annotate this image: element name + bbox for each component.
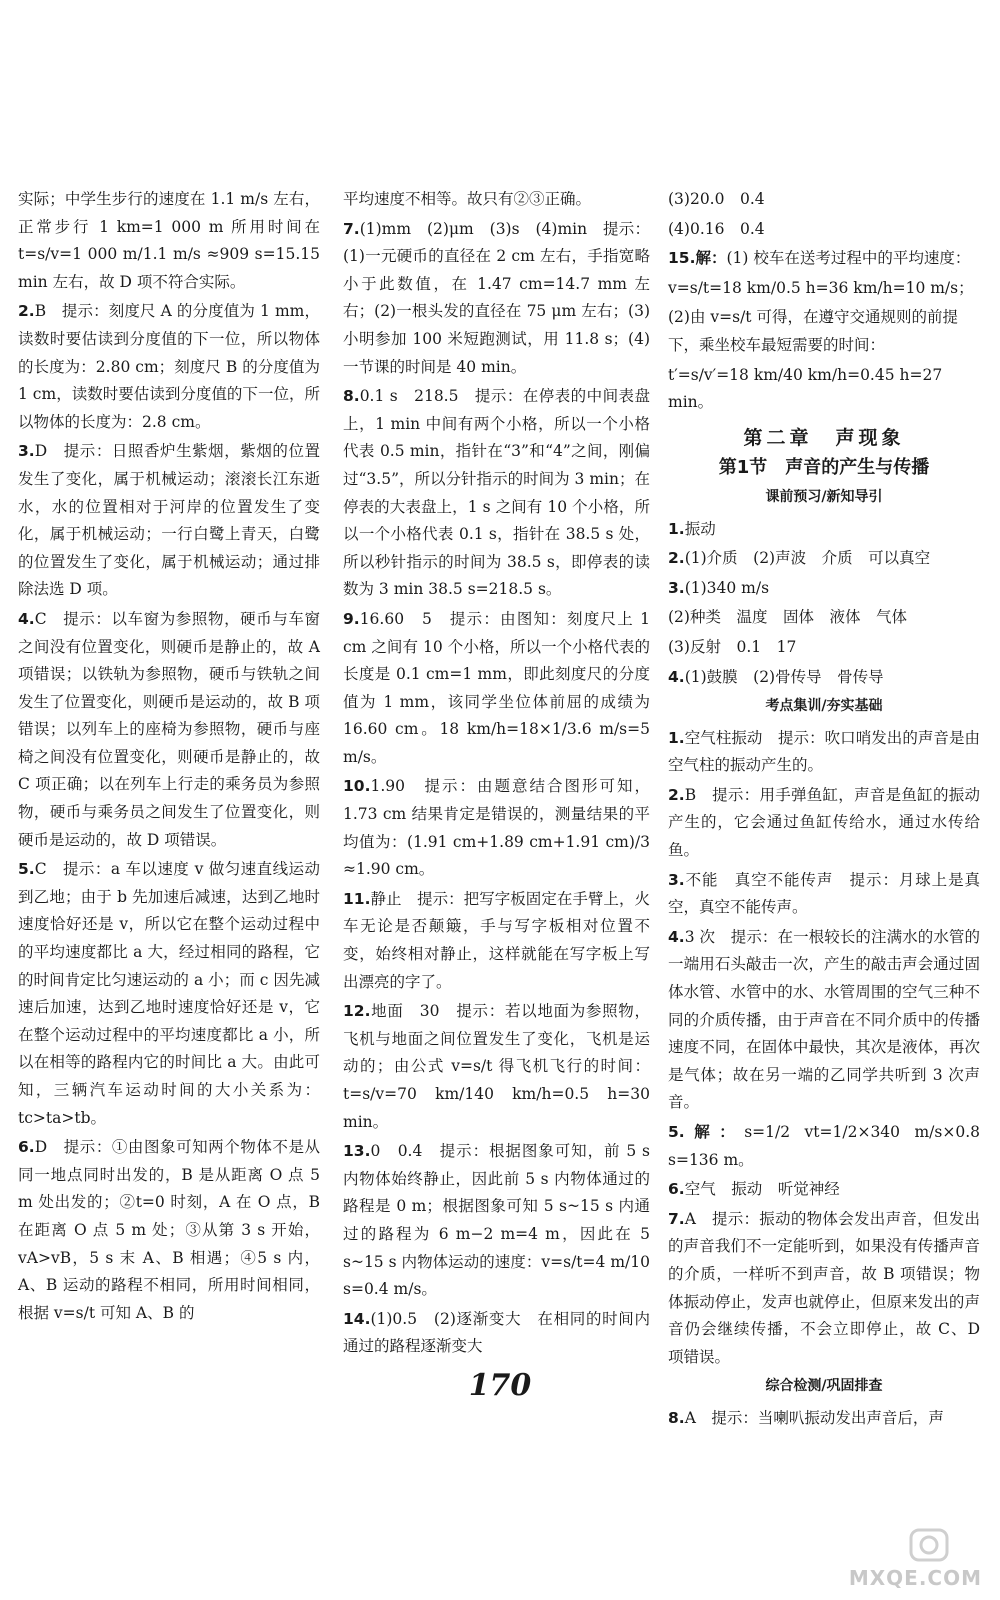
answer-line: (3)20.0 0.4: [668, 190, 765, 208]
answer-item: 9.16.60 5 提示：由图知：刻度尺上 1 cm 之间有 10 个小格，所以一个小格代表的长度是 0.1 cm=1 mm，即此刻度尺的分度值为 1 mm，该同学坐位体前屈的成绩为 16.60 cm。18 km/h=18×1/3.6 m/s=5 m/s。: [343, 609, 650, 766]
answer-item: 4.(1)鼓膜 (2)骨传导 骨传导: [668, 667, 884, 686]
answer-item: 6.空气 振动 听觉神经: [668, 1180, 840, 1199]
answer-item: 13.0 0.4 提示：根据图象可知，前 5 s 内物体始终静止，因此前 5 s 内物体通过的路程是 0 m；根据图象可知 5 s~15 s 内通过的路程为 6 m−2 m=4 m，因此在 5 s~15 s 内物体运动的速度：v=s/t=4 m/10 s=0.4 m/s。: [343, 1142, 650, 1299]
answer-item: 3.不能 真空不能传声 提示：月球上是真空，真空不能传声。: [668, 870, 980, 917]
answer-line: (4)0.16 0.4: [668, 219, 765, 238]
column-middle: [343, 186, 650, 1363]
answer-item: 2.(1)介质 (2)声波 介质 可以真空: [668, 549, 931, 568]
subsection-heading: 考点集训/夯实基础: [765, 698, 883, 715]
subsection-heading: 课前预习/新知导引: [765, 488, 883, 505]
answer-item: 实际；中学生步行的速度在 1.1 m/s 左右，正常步行 1 km=1 000 m 所用时间在 t=s/v=1 000 m/1.1 m/s ≈909 s=15.15 min 左右，故 D 项不符合实际。: [18, 190, 320, 291]
column-right: [668, 186, 980, 1435]
answer-item: 7.A 提示：振动的物体会发出声音，但发出的声音我们不一定能听到，如果没有传播声音的介质，一样听不到声音，故 B 项错误；物体振动停止，发声也就停止，但原来发出的声音仍会继续传播，不会立即停止，故 C、D 项错误。: [668, 1209, 980, 1366]
answer-item: 14.(1)0.5 (2)逐渐变大 在相同的时间内通过的路程逐渐变大: [343, 1309, 650, 1356]
section-title: 第1节 声音的产生与传播: [718, 457, 930, 479]
watermark-icon: [816, 1526, 986, 1566]
answer-item: 2.B 提示：用手弹鱼缸，声音是鱼缸的振动产生的，它会通过鱼缸传给水，通过水传给鱼。: [668, 785, 980, 860]
page-number: 170: [468, 1368, 532, 1403]
answer-item: 1.振动: [668, 519, 716, 538]
chapter-title: 第二章 声现象: [743, 426, 905, 449]
answer-item: 平均速度不相等。故只有②③正确。: [343, 190, 592, 208]
subsection-heading: 综合检测/巩固排查: [765, 1378, 883, 1395]
answer-item: 1.空气柱振动 提示：吹口哨发出的声音是由空气柱的振动产生的。: [668, 728, 980, 775]
answer-item: 4.3 次 提示：在一根较长的注满水的水管的一端用石头敲击一次，产生的敲击声会通过固体水管、水管中的水、水管周围的空气三种不同的介质传播，由于声音在不同介质中的传播速度不同，在固体中最快，其次是液体，再次是气体；故在另一端的乙同学共听到 3 次声音。: [668, 927, 980, 1112]
answer-item: 6.D 提示：①由图象可知两个物体不是从同一地点同时出发的，B 是从距离 O 点 5 m 处出发的；②t=0 时刻，A 在 O 点，B 在距离 O 点 5 m 处；③从第 3 s 开始，vA>vB，5 s 末 A、B 相遇；④5 s 内，A、B 运动的路程不相同，所用时间相同，根据 v=s/t 可知 A、B 的: [18, 1138, 320, 1322]
answer-item: 15.解：(1) 校车在送考过程中的平均速度：: [668, 249, 971, 268]
answer-item: 8.0.1 s 218.5 提示：在停表的中间表盘上，1 min 中间有两个小格，所以一个小格代表 0.5 min，指针在“3”和“4”之间，刚偏过“3.5”，所以分针指示的时间为 3 min；在停表的大表盘上，1 s 之间有 10 个小格，所以一个小格代表 0.1 s，指针在 38.5 s 处，所以秒针指示的时间为 38.5 s，即停表的读数为 3 min 38.5 s=218.5 s。: [343, 387, 650, 599]
answer-item: 7.(1)mm (2)μm (3)s (4)min 提示：(1)一元硬币的直径在 2 cm 左右，手指宽略小于此数值，在 1.47 cm=14.7 mm 左右；(2)一根头发的直径在 75 μm 左右；(3)小明参加 100 米短跑测试，用 11.8 s；(4)一节课的时间是 40 min。: [343, 219, 650, 376]
answer-line: (3)反射 0.1 17: [668, 637, 797, 656]
answer-item: 5.C 提示：a 车以速度 v 做匀速直线运动到乙地；由于 b 先加速后减速，达到乙地时速度恰好还是 v，所以它在整个运动过程中的平均速度都比 a 大，经过相同的路程，它的时间肯定比匀速运动的 a 小；而 c 因先减速后加速，达到乙地时速度恰好还是 v，它在整个运动过程中的平均速度都比 a 小，所以在相等的路程内它的时间比 a 大。由此可知，三辆汽车运动时间的大小关系为：tc>ta>tb。: [18, 860, 320, 1127]
answer-item: 11.静止 提示：把写字板固定在手臂上，火车无论是否颠簸，手与写字板相对位置不变，始终相对静止，这样就能在写字板上写出漂亮的字了。: [343, 889, 650, 991]
column-left: [18, 186, 320, 1329]
answer-item: 4.C 提示：以车窗为参照物，硬币与车窗之间没有位置变化，则硬币是静止的，故 A 项错误；以铁轨为参照物，硬币与铁轨之间发生了位置变化，则硬币是运动的，故 B 项错误；以列车上的座椅为参照物，硬币与座椅之间没有位置变化，则硬币是静止的，故 C 项正确；以在列车上行走的乘务员为参照物，硬币与乘务员之间发生了位置变化，则硬币是运动的，故 D 项错误。: [18, 609, 320, 849]
answer-line: t′=s/v′=18 km/40 km/h=0.45 h=27 min。: [668, 365, 943, 412]
answer-line: v=s/t=18 km/0.5 h=36 km/h=10 m/s；: [668, 278, 974, 297]
answer-item: 10.1.90 提示：由题意结合图形可知，1.73 cm 结果肯定是错误的，测量结果的平均值为：(1.91 cm+1.89 cm+1.91 cm)/3 ≈1.90 cm。: [343, 777, 650, 879]
answer-item: 8.A 提示：当喇叭振动发出声音后，声: [668, 1408, 944, 1427]
answer-line: (2)种类 温度 固体 液体 气体: [668, 608, 907, 627]
answer-item: 5.解：s=1/2 vt=1/2×340 m/s×0.8 s=136 m。: [668, 1123, 980, 1169]
answer-item: 2.B 提示：刻度尺 A 的分度值为 1 mm，读数时要估读到分度值的下一位，所以物体的长度为：2.80 cm；刻度尺 B 的分度值为 1 cm，读数时要估读到分度值的下一位，所以物体的长度为：2.8 cm。: [18, 302, 320, 431]
answer-item: 12.地面 30 提示：若以地面为参照物，飞机与地面之间位置发生了变化，飞机是运动的；由公式 v=s/t 得飞机飞行的时间：t=s/v=70 km/140 km/h=0.5 h=30 min。: [343, 1002, 650, 1131]
watermark-text: MXQE.COM: [848, 1566, 982, 1590]
answer-item: 3.D 提示：日照香炉生紫烟，紫烟的位置发生了变化，属于机械运动；滚滚长江东逝水，水的位置相对于河岸的位置发生了变化，属于机械运动；一行白鹭上青天，白鹭的位置发生了变化，属于机械运动；通过排除法选 D 项。: [18, 442, 320, 599]
answer-line: (2)由 v=s/t 可得，在遵守交通规则的前提下，乘坐校车最短需要的时间：: [668, 308, 958, 354]
answer-item: 3.(1)340 m/s: [668, 578, 770, 597]
